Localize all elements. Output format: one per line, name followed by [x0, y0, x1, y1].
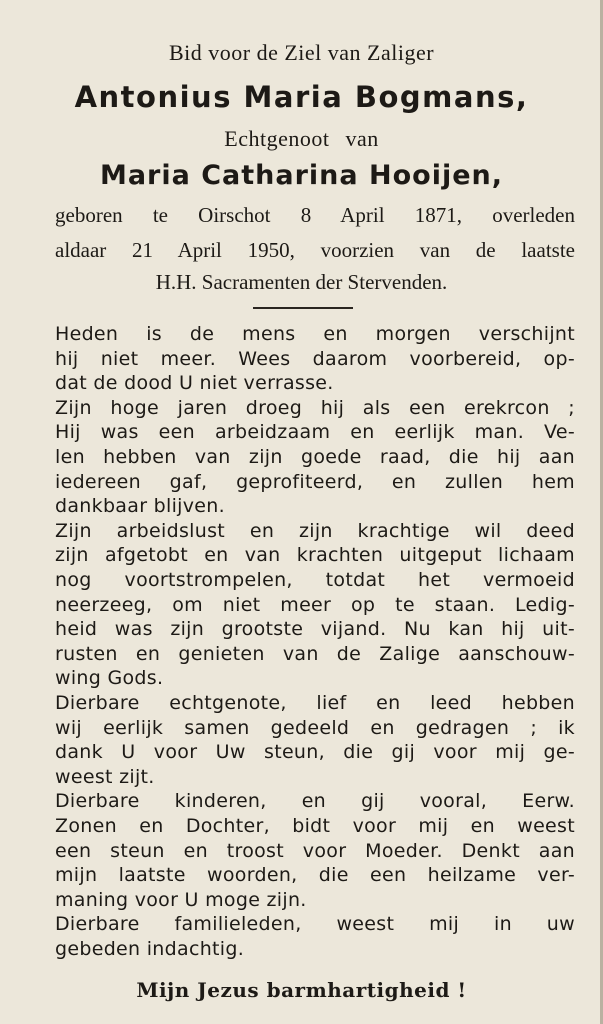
body-line: wij eerlijk samen gedeeld en gedragen ; ik: [55, 716, 575, 739]
body-line: Zijn arbeidslust en zijn krachtige wil deed: [55, 519, 575, 542]
dates-line: geboren te Oirschot 8 April 1871, overleden: [55, 203, 575, 227]
body-line: Dierbare kinderen, en gij vooral, Eerw.: [55, 790, 575, 813]
body-line: iedereen gaf, geprofiteerd, en zullen hem: [55, 470, 575, 493]
body-line: Zijn hoge jaren droeg hij als een erekrcon ;: [55, 396, 575, 419]
body-line: Heden is de mens en morgen verschijnt: [55, 323, 575, 345]
divider-rule: [253, 307, 353, 309]
body-line: rusten en genieten van de Zalige aanschouw-: [55, 642, 575, 665]
body-line: Zonen en Dochter, bidt voor mij en weest: [55, 815, 575, 837]
intro-line: Bid voor de Ziel van Zaliger: [168, 40, 435, 65]
body-line: dat de dood U niet verrasse.: [55, 372, 334, 395]
spouse-label: Echtgenoot van: [224, 126, 379, 151]
body-line: Dierbare echtgenote, lief en leed hebben: [55, 692, 575, 714]
body-line: weest zijt.: [55, 765, 155, 788]
body-line: een steun en troost voor Moeder. Denkt aan: [55, 839, 575, 862]
body-line: Hij was een arbeidzaam en eerlijk man. Ve-: [55, 421, 575, 444]
spouse-name: Maria Catharina Hooijen,: [99, 160, 504, 191]
body-line: wing Gods.: [55, 667, 164, 690]
body-line: gebeden indachtig.: [55, 938, 245, 960]
dates-line: H.H. Sacramenten der Stervenden.: [155, 270, 448, 294]
body-line: len hebben van zijn goede raad, die hij aan: [55, 446, 575, 468]
body-line: maning voor U moge zijn.: [55, 888, 307, 911]
body-line: heid was zijn grootste vijand. Nu kan hij uit-: [55, 618, 575, 641]
body-line: dankbaar blijven.: [55, 495, 225, 518]
body-line: neerzeeg, om niet meer op te staan. Ledig-: [55, 593, 575, 616]
body-line: nog voortstrompelen, totdat het vermoeid: [55, 569, 575, 591]
dates-line: aldaar 21 April 1950, voorzien van de laatste: [55, 238, 575, 262]
body-line: hij niet meer. Wees daarom voorbereid, op-: [55, 347, 575, 370]
body-line: mijn laatste woorden, die een heilzame ver-: [55, 864, 575, 887]
deceased-name: Antonius Maria Bogmans,: [74, 80, 529, 114]
body-line: zijn afgetobt en van krachten uitgeput lichaam: [55, 544, 575, 567]
body-line: Dierbare familieleden, weest mij in uw: [55, 913, 575, 936]
closing-prayer: Mijn Jezus barmhartigheid !: [136, 978, 467, 1002]
body-line: dank U voor Uw steun, die gij voor mij ge-: [55, 741, 575, 764]
